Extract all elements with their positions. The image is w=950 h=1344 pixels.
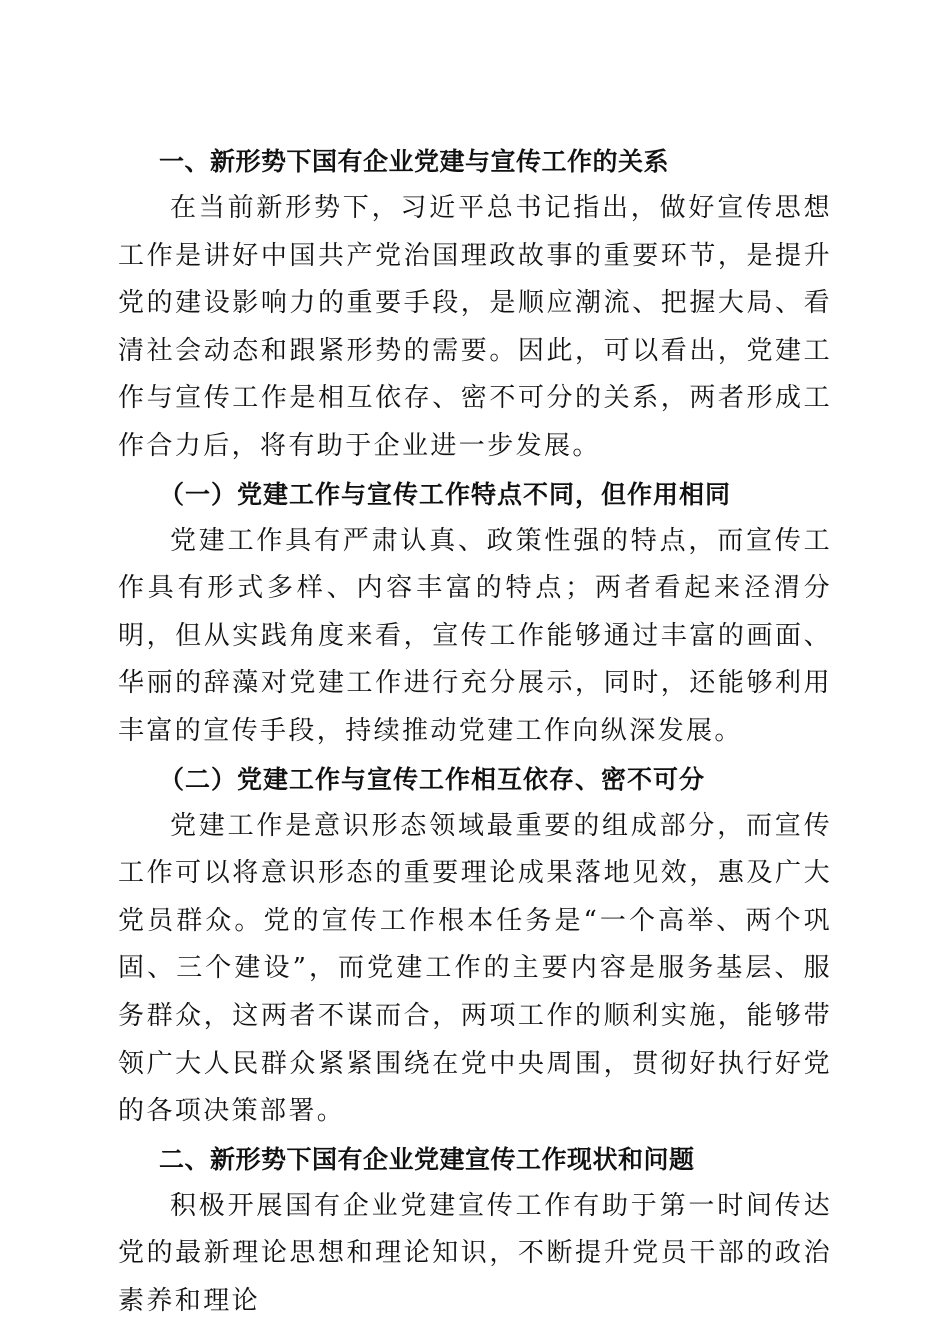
document-page	[118, 138, 832, 1325]
subsection-1-heading: （一）党建工作与宣传工作特点不同，但作用相同	[159, 479, 732, 509]
subsection-1-paragraph: 党建工作具有严肃认真、政策性强的特点，而宣传工作具有形式多样、内容丰富的特点；两者看起来泾渭分明，但从实践角度来看，宣传工作能够通过丰富的画面、华丽的辞藻对党建工作进行充分展示，同时，还能够利用丰富的宣传手段，持续推动党建工作向纵深发展。	[118, 525, 832, 746]
subsection-2-heading: （二）党建工作与宣传工作相互依存、密不可分	[159, 764, 706, 794]
section-2-intro-paragraph: 积极开展国有企业党建宣传工作有助于第一时间传达党的最新理论思想和理论知识，不断提升党员干部的政治素养和理论	[118, 1190, 832, 1316]
subsection-2-paragraph: 党建工作是意识形态领域最重要的组成部分，而宣传工作可以将意识形态的重要理论成果落地见效，惠及广大党员群众。党的宣传工作根本任务是“一个高举、两个巩固、三个建设”，而党建工作的主要内容是服务基层、服务群众，这两者不谋而合，两项工作的顺利实施，能够带领广大人民群众紧紧围绕在党中央周围，贯彻好执行好党的各项决策部署。	[118, 810, 832, 1127]
section-2-heading: 二、新形势下国有企业党建宣传工作现状和问题	[159, 1144, 695, 1174]
section-1-intro-paragraph: 在当前新形势下，习近平总书记指出，做好宣传思想工作是讲好中国共产党治国理政故事的重要环节，是提升党的建设影响力的重要手段，是顺应潮流、把握大局、看清社会动态和跟紧形势的需要。因此，可以看出，党建工作与宣传工作是相互依存、密不可分的关系，两者形成工作合力后，将有助于企业进一步发展。	[118, 193, 832, 461]
section-1-heading: 一、新形势下国有企业党建与宣传工作的关系	[159, 147, 670, 176]
